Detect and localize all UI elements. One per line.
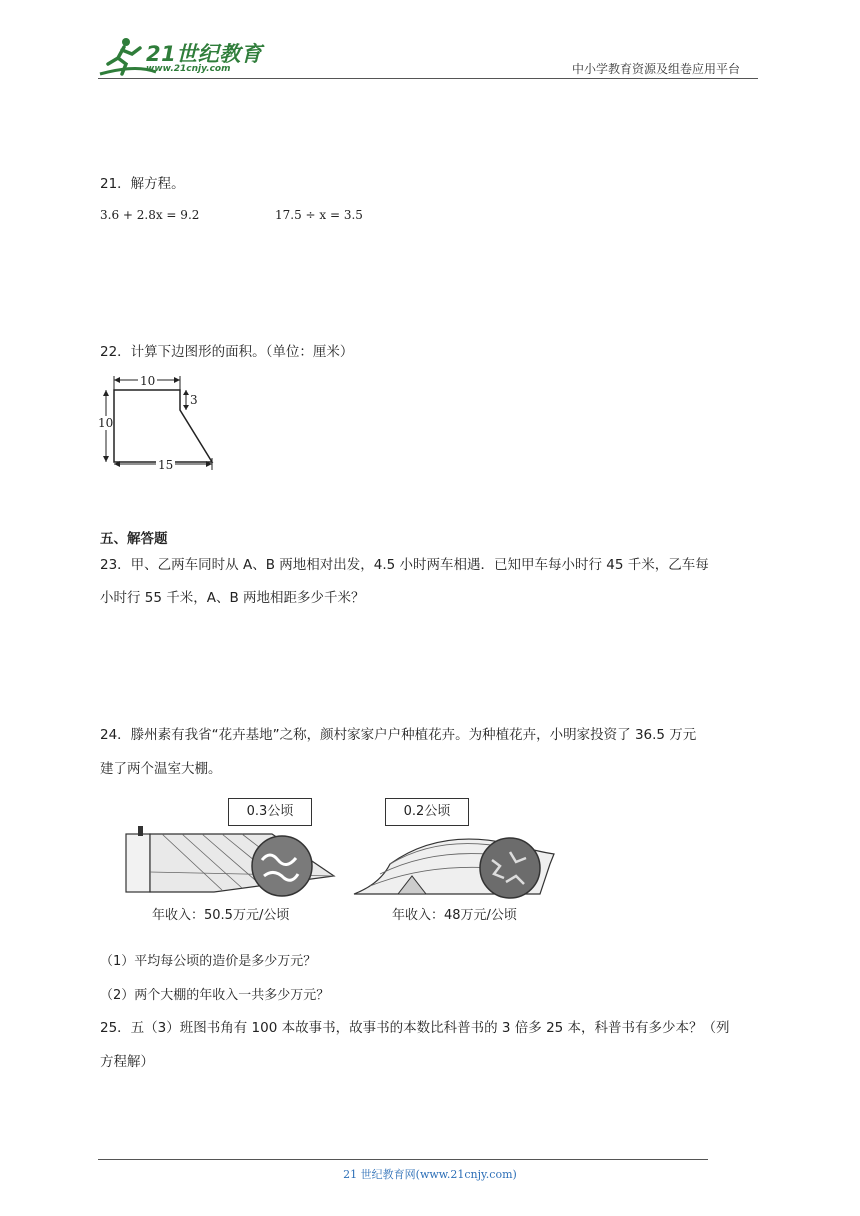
question-24-sub2: （2）两个大棚的年收入一共多少万元？ xyxy=(100,988,330,1003)
logo-url: www.21cnjy.com xyxy=(146,64,231,74)
question-25-line1: 25．五（3）班图书角有 100 本故事书，故事书的本数比科普书的 3 倍多 25 本，科普书有多少本？（列 xyxy=(100,1020,730,1036)
question-25-line2: 方程解） xyxy=(100,1054,154,1070)
header-divider xyxy=(98,78,758,79)
question-24-line2: 建了两个温室大棚。 xyxy=(100,761,222,777)
equation-2: 17.5 ÷ x = 3.5 xyxy=(275,208,363,222)
greenhouse-1-income: 年收入：50.5万元/公顷 xyxy=(152,908,290,923)
label-left: 10 xyxy=(98,416,114,430)
question-21-title: 21．解方程。 xyxy=(100,176,185,192)
greenhouse-2-area-box xyxy=(385,798,469,826)
greenhouse-1-area: 0.3公顷 xyxy=(246,804,294,819)
footer-link[interactable]: 21 世纪教育网(www.21cnjy.com) xyxy=(343,1168,517,1181)
question-23-line2: 小时行 55 千米，A、B 两地相距多少千米？ xyxy=(100,590,365,606)
question-24-line1: 24．滕州素有我省“花卉基地”之称，颜村家家户户种植花卉。为种植花卉，小明家投资了 36.5 万元 xyxy=(100,727,697,743)
label-notch: 3 xyxy=(190,393,198,407)
greenhouse-2-area: 0.2公顷 xyxy=(403,804,451,819)
greenhouse-2-income: 年收入：48万元/公顷 xyxy=(392,908,517,923)
platform-title: 中小学教育资源及组卷应用平台 xyxy=(572,62,741,76)
greenhouse-1-illustration xyxy=(122,820,342,904)
logo-text: 21世纪教育 xyxy=(146,42,263,66)
label-top: 10 xyxy=(140,374,156,388)
greenhouse-2-illustration xyxy=(350,824,560,904)
section-5-title: 五、解答题 xyxy=(100,531,168,547)
equation-1: 3.6 + 2.8x = 9.2 xyxy=(100,208,200,222)
question-24-sub1: （1）平均每公顷的造价是多少万元？ xyxy=(100,954,317,969)
question-22-title: 22．计算下边图形的面积。（单位：厘米） xyxy=(100,344,354,360)
label-bottom: 15 xyxy=(158,458,174,472)
footer-divider xyxy=(98,1159,708,1160)
question-23-line1: 23．甲、乙两车同时从 A、B 两地相对出发，4.5 小时两车相遇．已知甲车每小时行 45 千米，乙车每 xyxy=(100,557,709,573)
